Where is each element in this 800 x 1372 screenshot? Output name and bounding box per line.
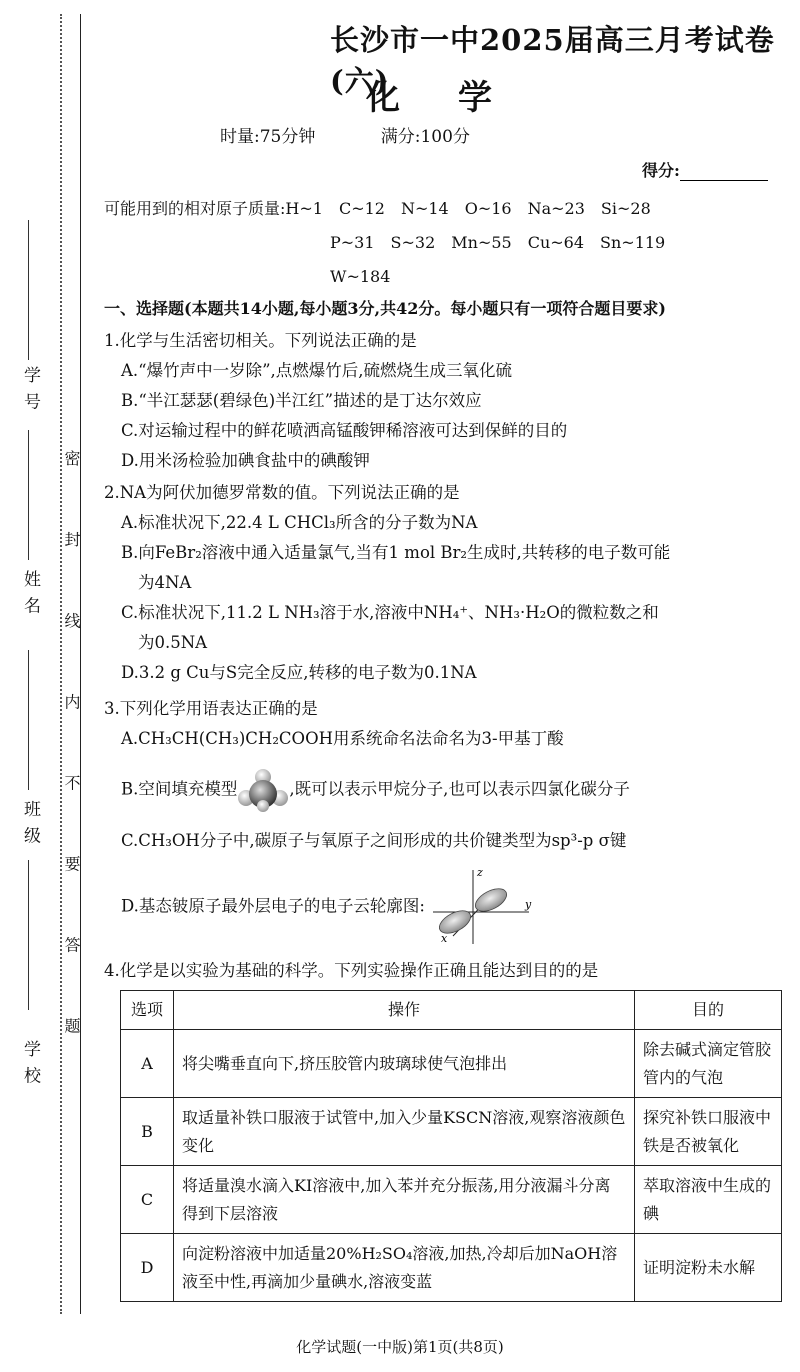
subject-title: 化学 (366, 78, 550, 118)
row-option: A (121, 1030, 174, 1098)
col-operation: 操作 (174, 991, 635, 1030)
q1-option-b: B.“半江瑟瑟(碧绿色)半江红”描述的是丁达尔效应 (121, 391, 482, 410)
table-row (121, 1234, 782, 1302)
atomic-label: 可能用到的相对原子质量: (104, 199, 286, 218)
q1-stem: 1.化学与生活密切相关。下列说法正确的是 (104, 331, 417, 350)
q2-option-b-cont: 为4NA (138, 573, 192, 592)
row-operation: 取适量补铁口服液于试管中,加入少量KSCN溶液,观察溶液颜色变化 (174, 1098, 635, 1166)
q1-option-c: C.对运输过程中的鲜花喷洒高锰酸钾稀溶液可达到保鲜的目的 (121, 421, 568, 440)
q3-option-c: C.CH₃OH分子中,碳原子与氧原子之间形成的共价键类型为sp³-p σ键 (121, 831, 627, 850)
row-purpose: 证明淀粉未水解 (635, 1234, 782, 1302)
q2-option-c: C.标准状况下,11.2 L NH₃溶于水,溶液中NH₄⁺、NH₃·H₂O的微粒数之和 (121, 603, 659, 622)
q3-option-b (104, 768, 794, 812)
name-label: 姓 名 (20, 570, 40, 616)
atomic-row3: W~184 (330, 267, 391, 286)
col-purpose: 目的 (635, 991, 782, 1030)
section-heading: 一、选择题(本题共14小题,每小题3分,共42分。每小题只有一项符合题目要求) (104, 299, 666, 318)
col-option: 选项 (121, 991, 174, 1030)
table-row (121, 1166, 782, 1234)
score-label: 得分: (642, 161, 680, 180)
question-3 (104, 694, 794, 948)
question-2 (104, 478, 794, 688)
exam-title: 长沙市一中2025届高三月考试卷(六) (330, 23, 775, 98)
row-option: C (121, 1166, 174, 1234)
table-row (121, 1030, 782, 1098)
axis-y-label: y (524, 898, 532, 911)
number-blank (28, 220, 29, 360)
row-operation: 将适量溴水滴入KI溶液中,加入苯并充分振荡,用分液漏斗分离得到下层溶液 (174, 1166, 635, 1234)
q3-option-d (104, 866, 794, 948)
experiment-table (120, 990, 782, 1302)
atomic-masses (104, 192, 794, 294)
p-orbital-diagram (425, 866, 535, 948)
question-4 (104, 956, 794, 986)
row-option: B (121, 1098, 174, 1166)
question-1 (104, 326, 794, 476)
q1-option-a: A.“爆竹声中一岁除”,点燃爆竹后,硫燃烧生成三氧化硫 (121, 361, 513, 380)
row-option: D (121, 1234, 174, 1302)
q3-stem: 3.下列化学用语表达正确的是 (104, 699, 318, 718)
row-operation: 向淀粉溶液中加适量20%H₂SO₄溶液,加热,冷却后加NaOH溶液至中性,再滴加少量碘水,溶液变蓝 (174, 1234, 635, 1302)
q2-option-a: A.标准状况下,22.4 L CHCl₃所含的分子数为NA (121, 513, 478, 532)
q1-option-d: D.用米汤检验加碘食盐中的碘酸钾 (121, 451, 370, 470)
time-limit: 时量:75分钟 (220, 127, 316, 147)
atomic-row1: H~1 C~12 N~14 O~16 Na~23 Si~28 (285, 199, 651, 218)
exam-meta (220, 122, 530, 147)
space-filling-model-icon (237, 768, 289, 812)
score-blank[interactable] (680, 180, 768, 181)
axis-x-label: x (440, 932, 448, 945)
number-label: 学 号 (20, 366, 40, 412)
q4-stem: 4.化学是以实验为基础的科学。下列实验操作正确且能达到目的的是 (104, 961, 599, 980)
q2-option-c-cont: 为0.5NA (138, 633, 208, 652)
atomic-row2: P~31 S~32 Mn~55 Cu~64 Sn~119 (330, 233, 666, 252)
class-label: 班 级 (20, 800, 40, 846)
row-purpose: 探究补铁口服液中铁是否被氧化 (635, 1098, 782, 1166)
row-purpose: 除去碱式滴定管胶管内的气泡 (635, 1030, 782, 1098)
binding-margin (0, 0, 90, 1372)
table-header-row (121, 991, 782, 1030)
row-operation: 将尖嘴垂直向下,挤压胶管内玻璃球使气泡排出 (174, 1030, 635, 1098)
q2-option-d: D.3.2 g Cu与S完全反应,转移的电子数为0.1NA (121, 663, 477, 682)
q3-option-a: A.CH₃CH(CH₃)CH₂COOH用系统命名法命名为3-甲基丁酸 (121, 729, 564, 748)
school-label: 学 校 (20, 1040, 40, 1086)
score-field[interactable] (642, 158, 768, 181)
class-blank (28, 650, 29, 790)
q3-option-b-post: ,既可以表示甲烷分子,也可以表示四氯化碳分子 (289, 779, 630, 799)
page-footer: 化学试题(一中版)第1页(共8页) (296, 1338, 504, 1356)
q2-stem: 2.NA为阿伏加德罗常数的值。下列说法正确的是 (104, 483, 460, 502)
axis-z-label: z (476, 866, 483, 879)
seal-instruction: 密 封 线 内 不 要 答 题 (62, 450, 81, 1064)
q3-option-b-pre: B.空间填充模型 (121, 779, 238, 799)
full-score: 满分:100分 (380, 127, 470, 147)
name-blank (28, 430, 29, 560)
row-purpose: 萃取溶液中生成的碘 (635, 1166, 782, 1234)
q2-option-b: B.向FeBr₂溶液中通入适量氯气,当有1 mol Br₂生成时,共转移的电子数可能 (121, 543, 671, 562)
school-blank (28, 860, 29, 1010)
q3-option-d-text: D.基态铍原子最外层电子的电子云轮廓图: (121, 896, 425, 916)
table-row (121, 1098, 782, 1166)
